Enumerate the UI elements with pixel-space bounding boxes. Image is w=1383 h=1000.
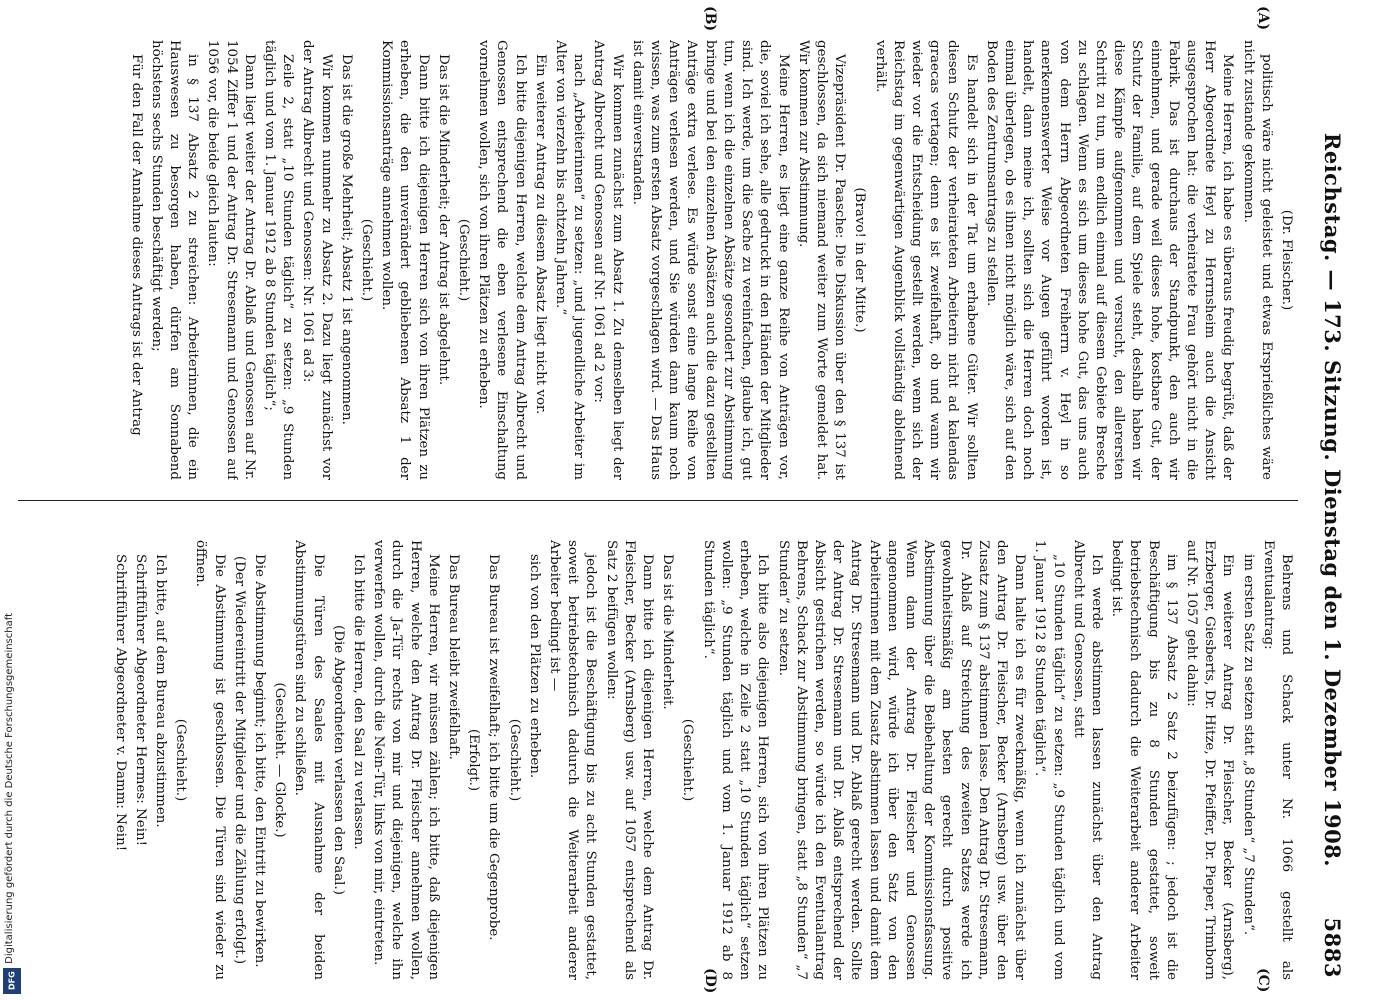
paragraph: (Geschieht.) — [680, 718, 696, 802]
paragraph: Ein weiterer Antrag Dr. Fleischer, Becker (Arnsberg), Erzberger, Giesberts, Dr. Hitze, Dr. Pfeiffer, Dr. Pieper, Trimborn auf Nr. 1057 geht dahin: — [1183, 540, 1236, 980]
paragraph: Meine Herren, wir müssen zählen; ich bitte, daß diejenigen Herren, welche den Antrag Dr. Fleischer annehmen wollen, durch die Ja-Tür rechts von mir und diejenigen, welche ihn verwerfen wollen, durch die Nein-Tür, links von mir, eintreten. — [371, 540, 441, 980]
paragraph: Dann halte ich es für zweckmäßig, wenn ich zunächst über den Antrag Dr. Fleischer, Becker (Arnsberg) usw. über den Zusatz zum § 137 abstimmen lasse. Den Antrag Dr. Stresemann, Dr. Ablaß auf Streichung des zweiten Satzes werde ich gewohnheitsmäßig am besten gerecht durch positive Abstimmung über die Beibehaltung der Kommissionsfassung. Wenn dann der Antrag Dr. Fleischer und Genossen angenommen wird, würde ich über den Satz von den Arbeiterinnen mit dem Zusatz abstimmen lassen und damit dem Antrag Dr. Stresemann und Dr. Ablaß gerecht werden. Sollte der Antrag Dr. Stresemann und Dr. Ablaß entsprechend der Absicht gestrichen werden, so würde ich den Eventualantrag Behrens, Schack zur Abstimmung bringen, statt „8 Stunden“ „7 Stunden“ zu setzen. — [775, 540, 1028, 980]
margin-marker-a: (A) — [1255, 6, 1271, 31]
paragraph: Das ist die Minderheit. — [660, 554, 676, 710]
dfg-logo: DFG — [3, 968, 21, 994]
digitization-sidebar — [0, 0, 26, 1000]
paragraph: Dann bitte ich diejenigen Herren sich von ihren Plätzen zu erheben, die den unverändert gebliebenen Absatz 1 der Kommissionsanträge annehmen wollen. — [379, 40, 431, 480]
paragraph: (Dr. Fleischer.) — [1279, 209, 1294, 311]
paragraph: Ich bitte, auf dem Bureau abzustimmen. — [153, 554, 169, 828]
paragraph: Die Abstimmung ist geschlossen. Die Türen sind wieder zu öffnen. — [193, 540, 227, 980]
column-divider — [18, 500, 1298, 501]
paragraph: Ich bitte also diejenigen Herren, sich von ihren Plätzen zu erheben, welche in Zeile 2 statt „10 Stunden täglich“ setzen wollen: „9 Stunden täglich und vom 1. Januar 1912 ab 8 Stunden täglich“. — [700, 540, 771, 980]
paragraph: sich von den Plätzen zu erheben. — [526, 554, 542, 779]
header-title: Reichstag. — 173. Sitzung. Dienstag den 1. Dezember 1908. — [1320, 132, 1345, 868]
paragraph: (Geschieht. — Glocke.) — [272, 682, 288, 838]
paragraph: Das Bureau bleibt zweifelhaft. — [446, 554, 462, 760]
paragraph: Dann bitte ich diejenigen Herren, welche dem Antrag Dr. Fleischer, Becker (Arnsberg) usw. auf 1057 entsprechend als Satz 2 beifügen wollen: — [603, 540, 656, 980]
paragraph: „10 Stunden täglich“ zu setzen: „9 Stunden täglich und vom 1. Januar 1912 8 Stunden täglich“. — [1032, 540, 1066, 980]
paragraph: Zeile 2, statt „10 Stunden täglich“ zu setzen: „9 Stunden täglich und vom 1. Januar 1912 ab 8 Stunden täglich“; — [262, 40, 296, 480]
paragraph: Behrens und Schack unter Nr. 1066 gestellt als Eventualantrag: — [1260, 540, 1294, 980]
paragraph: Es handelt sich in der Tat um erhabene Güter. Wir sollten diesen Schutz der verheirateten Arbeiterin nicht ad kalendas graecas vertagen; denn es ist zweifelhaft, ob und wann wir wieder vor die Entscheidung gestellt werden, wenn sich der Reichstag im gegenwärtigen Augenblick vollständig ablehnend verhält. — [872, 40, 979, 480]
paragraph: Ich bitte die Herren, den Saal zu verlassen. — [351, 554, 367, 850]
left-column — [25, 40, 1295, 480]
paragraph: Wir kommen nunmehr zu Absatz 2. Dazu liegt zunächst vor der Antrag Albrecht und Genossen: Nr. 1061 ad 3: — [300, 40, 334, 480]
paragraph: Die Abstimmung beginnt; ich bitte, den Eintritt zu bewirken. — [252, 554, 268, 968]
paragraph: Vizepräsident Dr. Paasche: Die Diskussion über den § 137 ist geschlossen, da sich niemand weiter zum Worte gemeldet hat. Wir kommen zur Abstimmung. — [795, 40, 848, 480]
paragraph: im § 137 Absatz 2 Satz 2 beizufügen: ; jedoch ist die Beschäftigung bis zu 8 Stunden gestattet, soweit betriebstechnisch dadurch die Weiterarbeit anderer Arbeiter bedingt ist. — [1109, 540, 1179, 980]
paragraph: Meine Herren, es liegt eine ganze Reihe von Anträgen vor, die, soviel ich sehe, alle gedruckt in den Händen der Mitglieder sind. Ich werde, um die Sache zu vereinfachen, glaube ich, gut tun, wenn ich die einzelnen Absätze gesondert zur Abstimmung bringe und bei den einzelnen Absätzen auch die dazu gestellten Anträge extra verlese. Es würde sonst eine lange Reihe von Anträgen verlesen werden, und Sie würden dann kaum noch wissen, was zum ersten Absatz vorgeschlagen wird. — Das Haus ist damit einverstanden. — [629, 40, 791, 480]
paragraph: Die Türen des Saales mit Ausnahme der beiden Abstimmungstüren sind zu schließen. — [292, 540, 326, 980]
margin-marker-b: (B) — [702, 6, 718, 32]
paragraph: Das ist die Minderheit; der Antrag ist abgelehnt. — [435, 54, 451, 386]
paragraph: (Geschieht.) — [456, 218, 472, 302]
paragraph: Schriftführer Abgeordneter v. Damm: Nein! — [112, 554, 128, 852]
paragraph: Dann liegt weiter der Antrag Dr. Ablaß und Genossen auf Nr. 1054 Ziffer 1 und der Antrag Dr. Stresemann und Genossen auf 1056 vor, die beide gleich lauten: — [205, 40, 257, 480]
margin-marker-d: (D) — [702, 968, 718, 994]
paragraph: Meine Herren, ich habe es überaus freudig begrüßt, daß der Herr Abgeordnete Heyl zu Herrnsheim auch die Ansicht ausgesprochen hat: die verheiratete Frau gehört nicht in die Fabrik. Das ist durchaus der Standpunkt, den auch wir einnehmen, und gerade weil dieses hohe, kostbare Gut, der Schutz der Familie, auf dem Spiele steht, deshalb haben wir diese Kämpfe aufgenommen und versucht, den allerersten Schritt zu tun, um endlich einmal auf diesem Gebiete Bresche zu schlagen. Wenn es sich um dieses hohe Gut, das uns auch von dem Herrn Abgeordneten Freiherrn v. Heyl in so anerkennenswerter Weise vor Augen geführt worden ist, handelt, dann meine ich, sollten sich die Herren doch noch einmal überlegen, ob es ihnen nicht möglich wäre, sich auf den Boden des Zentrumsantrags zu stellen. — [983, 40, 1236, 480]
paragraph: (Bravo! in der Mitte.) — [852, 187, 868, 333]
paragraph: nach „Arbeiterinnen“ zu setzen: „und jugendliche Arbeiter im Alter von vierzehn bis achtzehn Jahren.“ — [553, 40, 587, 480]
paragraph: (Geschieht.) — [173, 718, 189, 802]
paragraph: (Die Abgeordneten verlassen den Saal.) — [330, 625, 346, 895]
paragraph: im ersten Satz zu setzen statt „8 Stunden“ „7 Stunden“. — [1240, 554, 1256, 936]
paragraph: in § 137 Absatz 2 zu streichen: Arbeiterinnen, die ein Hauswesen zu besorgen haben, dürfen am Sonnabend höchstens sechs Stunden beschäftigt werden; — [148, 40, 201, 480]
paragraph: Ich werde abstimmen lassen zunächst über den Antrag Albrecht und Genossen, statt — [1070, 540, 1104, 980]
paragraph: Das Bureau ist zweifelhaft; ich bitte um die Gegenprobe. — [486, 554, 502, 941]
paragraph: Schriftführer Abgeordneter Hermes: Nein! — [132, 554, 148, 846]
right-column — [25, 540, 1295, 980]
digitization-credit: Digitalisierung gefördert durch die Deutsche Forschungsgemeinschaft — [4, 613, 15, 964]
paragraph: (Der Wiedereintritt der Mitglieder und die Zählung erfolgt.) — [231, 555, 247, 965]
paragraph: (Erfolgt.) — [466, 728, 482, 792]
paragraph: (Geschieht.) — [506, 718, 522, 802]
paragraph: Für den Fall der Annahme dieses Antrags ist der Antrag — [128, 54, 144, 436]
margin-marker-c: (C) — [1255, 968, 1271, 993]
paragraph: Ich bitte diejenigen Herren, welche dem Antrag Albrecht und Genossen entsprechend die eben verlesene Einschaltung vornehmen wollen, sich von ihren Plätzen zu erheben. — [476, 40, 528, 480]
paragraph: Ein weiterer Antrag zu diesem Absatz liegt nicht vor. — [532, 54, 548, 415]
paragraph: jedoch ist die Beschäftigung bis zu acht Stunden gestattet, soweit betriebstechnisch dadurch die Weiterarbeit anderer Arbeiter bedingt ist — — [547, 540, 599, 980]
page-header — [1303, 22, 1363, 978]
paragraph: politisch wäre nicht geleistet und etwas Ersprießliches wäre nicht zustande gekommen. — [1240, 40, 1274, 480]
paragraph: Wir kommen zunächst zum Absatz 1. Zu demselben liegt der Antrag Albrecht und Genossen auf Nr. 1061 ad 2 vor: — [591, 40, 625, 480]
page-number: 5883 — [1320, 917, 1345, 978]
paragraph: Das ist die große Mehrheit; Absatz 1 ist angenommen. — [338, 54, 354, 425]
paragraph: (Geschieht.) — [359, 218, 375, 302]
